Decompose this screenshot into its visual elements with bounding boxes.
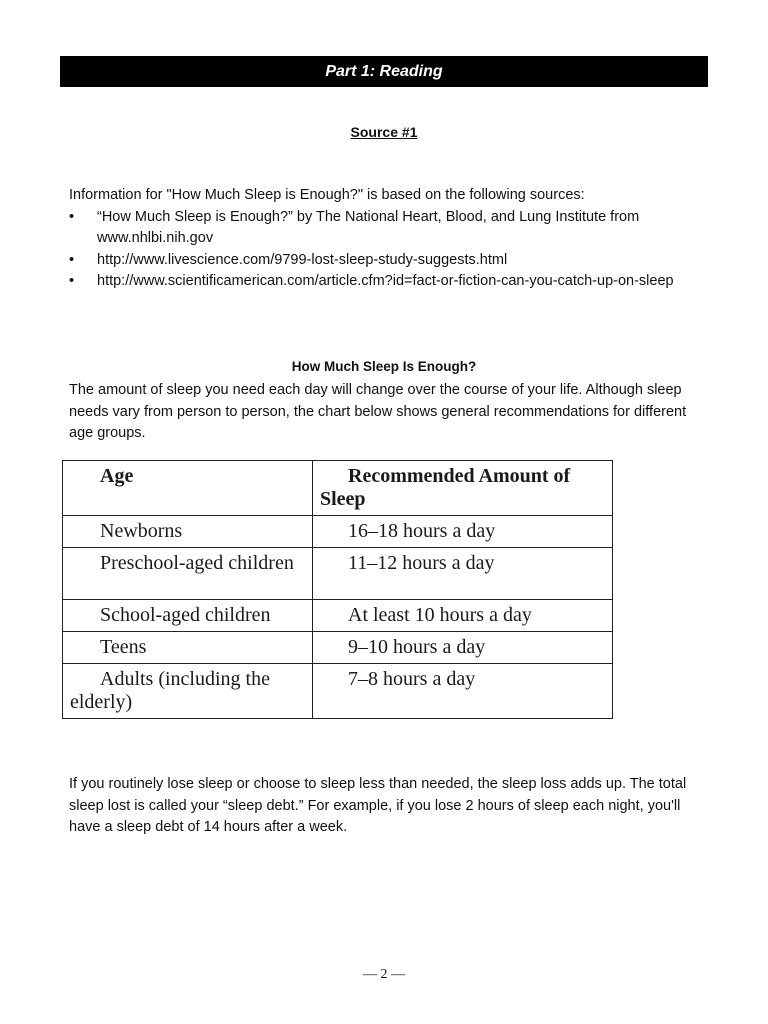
sources-intro: Information for "How Much Sleep is Enough?" is based on the following sources: — [69, 187, 585, 203]
source-list-item — [69, 271, 689, 293]
table-cell-age: Teens — [63, 632, 313, 664]
table-row — [63, 632, 613, 664]
article-intro-paragraph: The amount of sleep you need each day will change over the course of your life. Although sleep needs vary from person to person, the chart below shows general recommendations for different age groups. — [69, 382, 687, 441]
table-row — [63, 664, 613, 719]
table-cell-amount: 9–10 hours a day — [313, 632, 613, 664]
table-header-age: Age — [63, 461, 313, 516]
table-cell-age: Adults (including the elderly) — [63, 664, 313, 719]
sleep-recommendation-table — [62, 460, 613, 719]
bullet-icon: • — [69, 273, 75, 289]
table-cell-amount: At least 10 hours a day — [313, 600, 613, 632]
source-text: “How Much Sleep is Enough?” by The National Heart, Blood, and Lung Institute from www.nhlbi.nih.gov — [97, 208, 640, 246]
source-title: Source #1 — [350, 124, 418, 140]
part-header-title: Part 1: Reading — [325, 62, 443, 80]
bullet-icon: • — [69, 208, 75, 225]
table-cell-amount: 16–18 hours a day — [313, 516, 613, 548]
article-heading: How Much Sleep Is Enough? — [291, 359, 477, 374]
part-header-bar — [60, 56, 708, 87]
source-link[interactable]: http://www.scientificamerican.com/article.cfm?id=fact-or-fiction-can-you-catch-up-on-sleep — [97, 273, 674, 289]
sources-info — [69, 185, 689, 293]
table-cell-amount: 11–12 hours a day — [313, 548, 613, 600]
table-row — [63, 548, 613, 600]
table-row — [63, 600, 613, 632]
table-cell-age: Preschool-aged children — [63, 548, 313, 600]
table-header-amount: Recommended Amount of Sleep — [313, 461, 613, 516]
page-number: — 2 — — [363, 967, 405, 982]
table-cell-age: School-aged children — [63, 600, 313, 632]
source-list-item — [69, 250, 689, 272]
table-row — [63, 516, 613, 548]
sources-list — [69, 207, 689, 293]
bullet-icon: • — [69, 251, 75, 268]
article-closing-paragraph: If you routinely lose sleep or choose to sleep less than needed, the sleep loss adds up. The total sleep lost is called your “sleep debt.” For example, if you lose 2 hours of sleep each night, you'll have a sleep debt of 14 hours after a week. — [69, 776, 687, 835]
table-header-row — [63, 461, 613, 516]
table-cell-amount: 7–8 hours a day — [313, 664, 613, 719]
table-cell-age: Newborns — [63, 516, 313, 548]
source-link[interactable]: http://www.livescience.com/9799-lost-sleep-study-suggests.html — [97, 251, 508, 268]
source-list-item — [69, 207, 689, 250]
